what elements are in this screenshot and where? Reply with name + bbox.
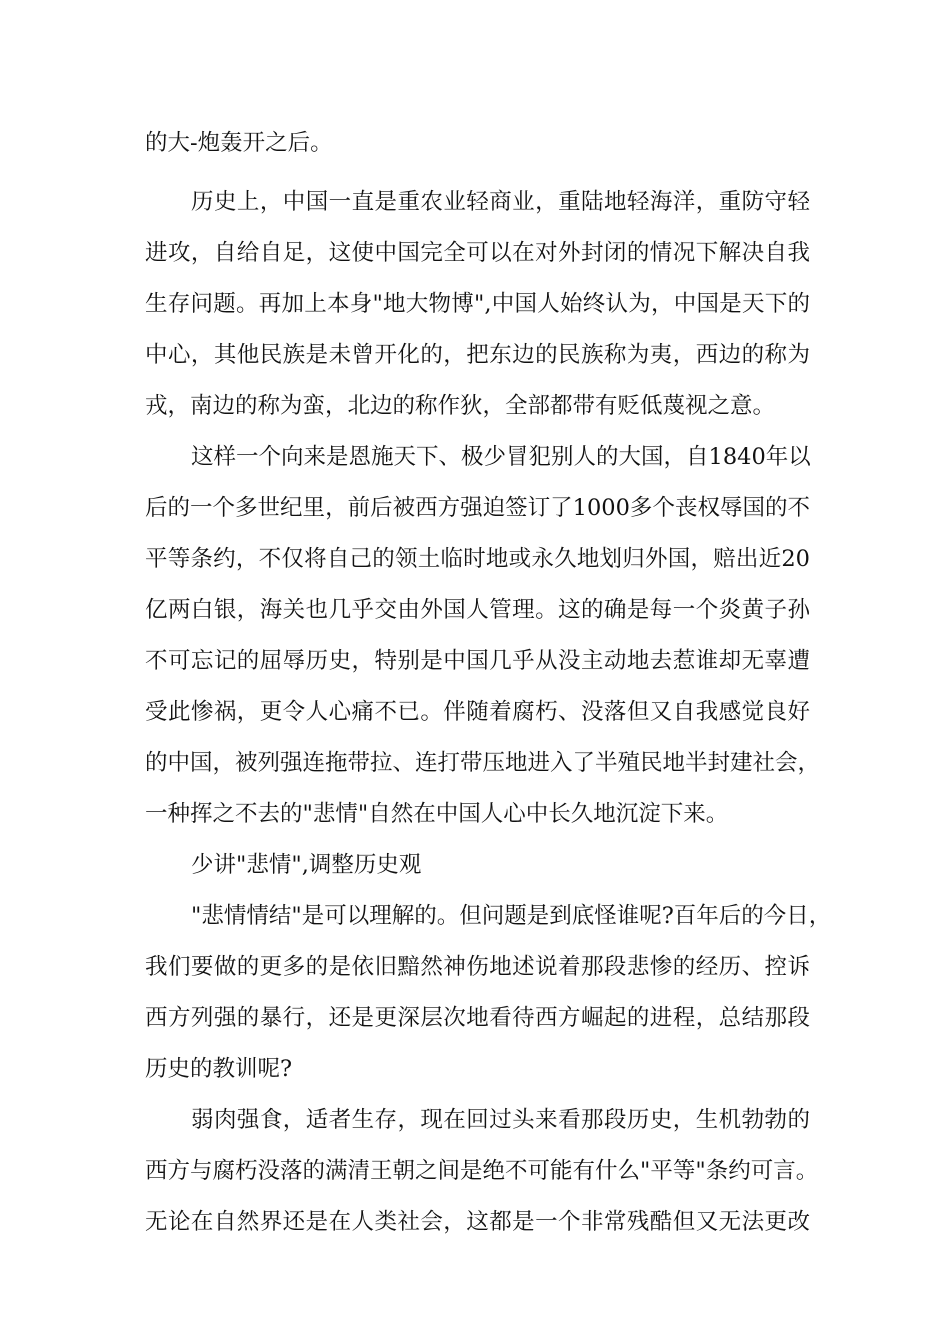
text-line: 不可忘记的屈辱历史，特别是中国几乎从没主动地去惹谁却无辜遭 <box>145 648 810 674</box>
text-line: 的大-炮轰开之后。 <box>145 130 333 156</box>
text-line: 戎，南边的称为蛮，北边的称作狄，全部都带有贬低蔑视之意。 <box>145 393 776 419</box>
paragraph-first-line: 弱肉强食，适者生存，现在回过头来看那段历史，生机勃勃的 <box>191 1107 810 1133</box>
text-line: 无论在自然界还是在人类社会，这都是一个非常残酷但又无法更改 <box>145 1209 810 1235</box>
text-line: 平等条约，不仅将自己的领土临时地或永久地划归外国，赔出近20 <box>145 546 810 572</box>
text-line: 的中国，被列强连拖带拉、连打带压地进入了半殖民地半封建社会， <box>145 750 821 776</box>
text-line: 我们要做的更多的是依旧黯然神伤地述说着那段悲惨的经历、控诉 <box>145 954 810 980</box>
text-line: 西方与腐朽没落的满清王朝之间是绝不可能有什么"平等"条约可言。 <box>145 1158 819 1184</box>
text-line: 历史的教训呢? <box>145 1056 293 1082</box>
text-line: 亿两白银，海关也几乎交由外国人管理。这的确是每一个炎黄子孙 <box>145 597 810 623</box>
text-line: 中心，其他民族是未曾开化的，把东边的民族称为夷，西边的称为 <box>145 342 810 368</box>
paragraph-first-line: "悲情情结"是可以理解的。但问题是到底怪谁呢?百年后的今日， <box>191 903 832 929</box>
text-line: 受此惨祸，更令人心痛不已。伴随着腐朽、没落但又自我感觉良好 <box>145 699 810 725</box>
text-line: 一种挥之不去的"悲情"自然在中国人心中长久地沉淀下来。 <box>145 801 729 827</box>
paragraph-first-line: 历史上，中国一直是重农业轻商业，重陆地轻海洋，重防守轻 <box>191 189 810 215</box>
text-line: 西方列强的暴行，还是更深层次地看待西方崛起的进程，总结那段 <box>145 1005 810 1031</box>
text-line: 后的一个多世纪里，前后被西方强迫签订了1000多个丧权辱国的不 <box>145 495 810 521</box>
section-heading: 少讲"悲情",调整历史观 <box>191 852 422 878</box>
text-line: 生存问题。再加上本身"地大物博",中国人始终认为，中国是天下的 <box>145 291 810 317</box>
paragraph-first-line: 这样一个向来是恩施天下、极少冒犯别人的大国，自1840年以 <box>191 444 811 470</box>
text-line: 进攻，自给自足，这使中国完全可以在对外封闭的情况下解决自我 <box>145 240 810 266</box>
